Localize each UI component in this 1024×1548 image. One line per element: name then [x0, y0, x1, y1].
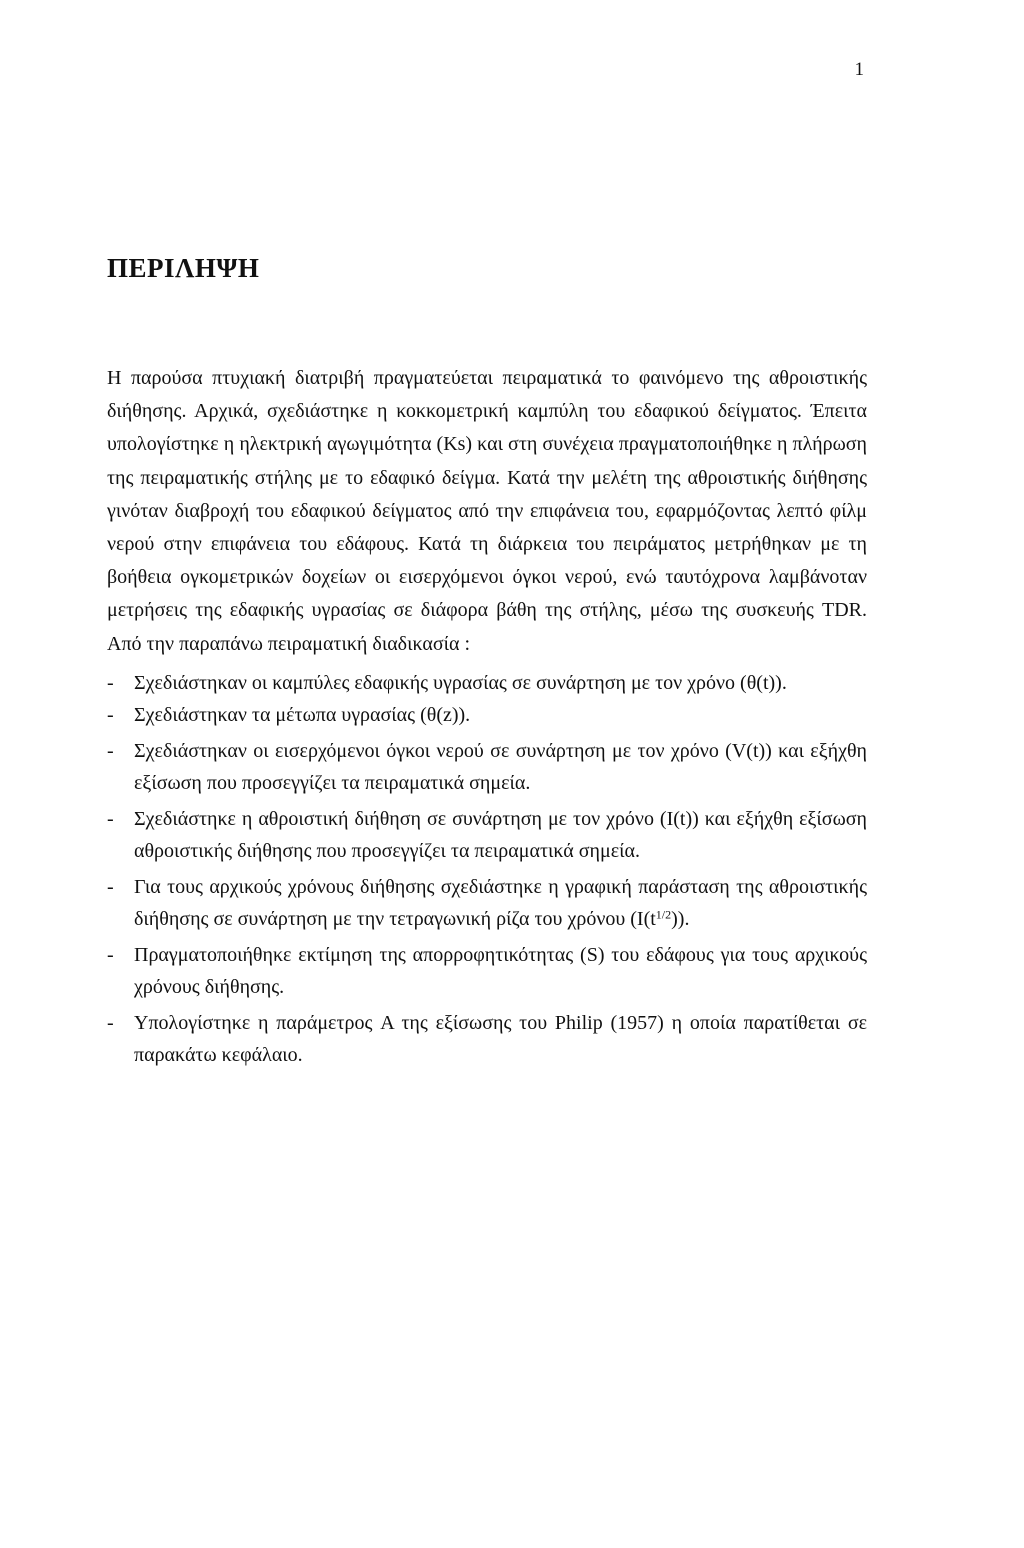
- list-item: [107, 803, 867, 868]
- dash-marker: -: [107, 875, 114, 898]
- list-item: [107, 1007, 867, 1072]
- list-item: [107, 939, 867, 1004]
- document-body: [107, 362, 867, 1072]
- list-item: [107, 871, 867, 936]
- page-title: ΠΕΡΙΛΗΨΗ: [107, 253, 260, 283]
- list-item-text: Πραγματοποιήθηκε εκτίμηση της απορροφητικότητας (S) του εδάφους για τους αρχικούς χρόνους διήθησης.: [134, 943, 867, 999]
- page-number: 1: [854, 59, 864, 80]
- list-item-text: Σχεδιάστηκαν οι καμπύλες εδαφικής υγρασίας σε συνάρτηση με τον χρόνο (θ(t)).: [134, 671, 787, 694]
- list-item-text: Σχεδιάστηκαν τα μέτωπα υγρασίας (θ(z)).: [134, 704, 471, 727]
- list-item-text-start: Για τους αρχικούς χρόνους διήθησης σχεδιάστηκε η γραφική παράσταση της αθροιστικής διήθησης σε συνάρτηση με την τετραγωνική ρίζα του χρόνου (I(t: [134, 875, 867, 931]
- list-item: [107, 667, 867, 700]
- dash-marker: -: [107, 943, 114, 966]
- dash-marker: -: [107, 739, 114, 762]
- dash-marker: -: [107, 1011, 114, 1034]
- list-item-text: Σχεδιάστηκαν οι εισερχόμενοι όγκοι νερού σε συνάρτηση με τον χρόνο (V(t)) και εξήχθη εξίσωση που προσεγγίζει τα πειραματικά σημεία.: [134, 739, 867, 795]
- list-item-text: [134, 876, 867, 931]
- list-item-text: Σχεδιάστηκε η αθροιστική διήθηση σε συνάρτηση με τον χρόνο (I(t)) και εξήχθη εξίσωση αθροιστικής διήθησης που προσεγγίζει τα πειραματικά σημεία.: [134, 807, 867, 863]
- list-item: [107, 699, 867, 732]
- abstract-paragraph: Η παρούσα πτυχιακή διατριβή πραγματεύεται πειραματικά το φαινόμενο της αθροιστικής διήθησης. Αρχικά, σχεδιάστηκε η κοκκομετρική καμπύλη του εδαφικού δείγματος. Έπειτα υπολογίστηκε η ηλεκτρική αγωγιμότητα (Ks) και στη συνέχεια πραγματοποιήθηκε η πλήρωση της πειραματικής στήλης με το εδαφικό δείγμα. Κατά την μελέτη της αθροιστικής διήθησης γινόταν διαβροχή του εδαφικού δείγματος από την επιφάνεια του, εφαρμόζοντας λεπτό φίλμ νερού στην επιφάνεια του εδάφους. Κατά τη διάρκεια του πειράματος μετρήθηκαν με τη βοήθεια ογκομετρικών δοχείων οι εισερχόμενοι όγκοι νερού, ενώ ταυτόχρονα λαμβάνοταν μετρήσεις της εδαφικής υγρασίας σε διάφορα βάθη της στήλης, μέσω της συσκευής TDR. Από την παραπάνω πειραματική διαδικασία :: [107, 367, 867, 655]
- list-item-text: Υπολογίστηκε η παράμετρος A της εξίσωσης του Philip (1957) η οποία παρατίθεται σε παρακάτω κεφάλαιο.: [134, 1011, 867, 1067]
- list-item-text-end: )).: [671, 908, 690, 931]
- superscript-exponent: 1/2: [655, 907, 672, 922]
- findings-list: [107, 667, 867, 1072]
- list-item: [107, 735, 867, 800]
- dash-marker: -: [107, 704, 114, 727]
- dash-marker: -: [107, 807, 114, 830]
- dash-marker: -: [107, 671, 114, 694]
